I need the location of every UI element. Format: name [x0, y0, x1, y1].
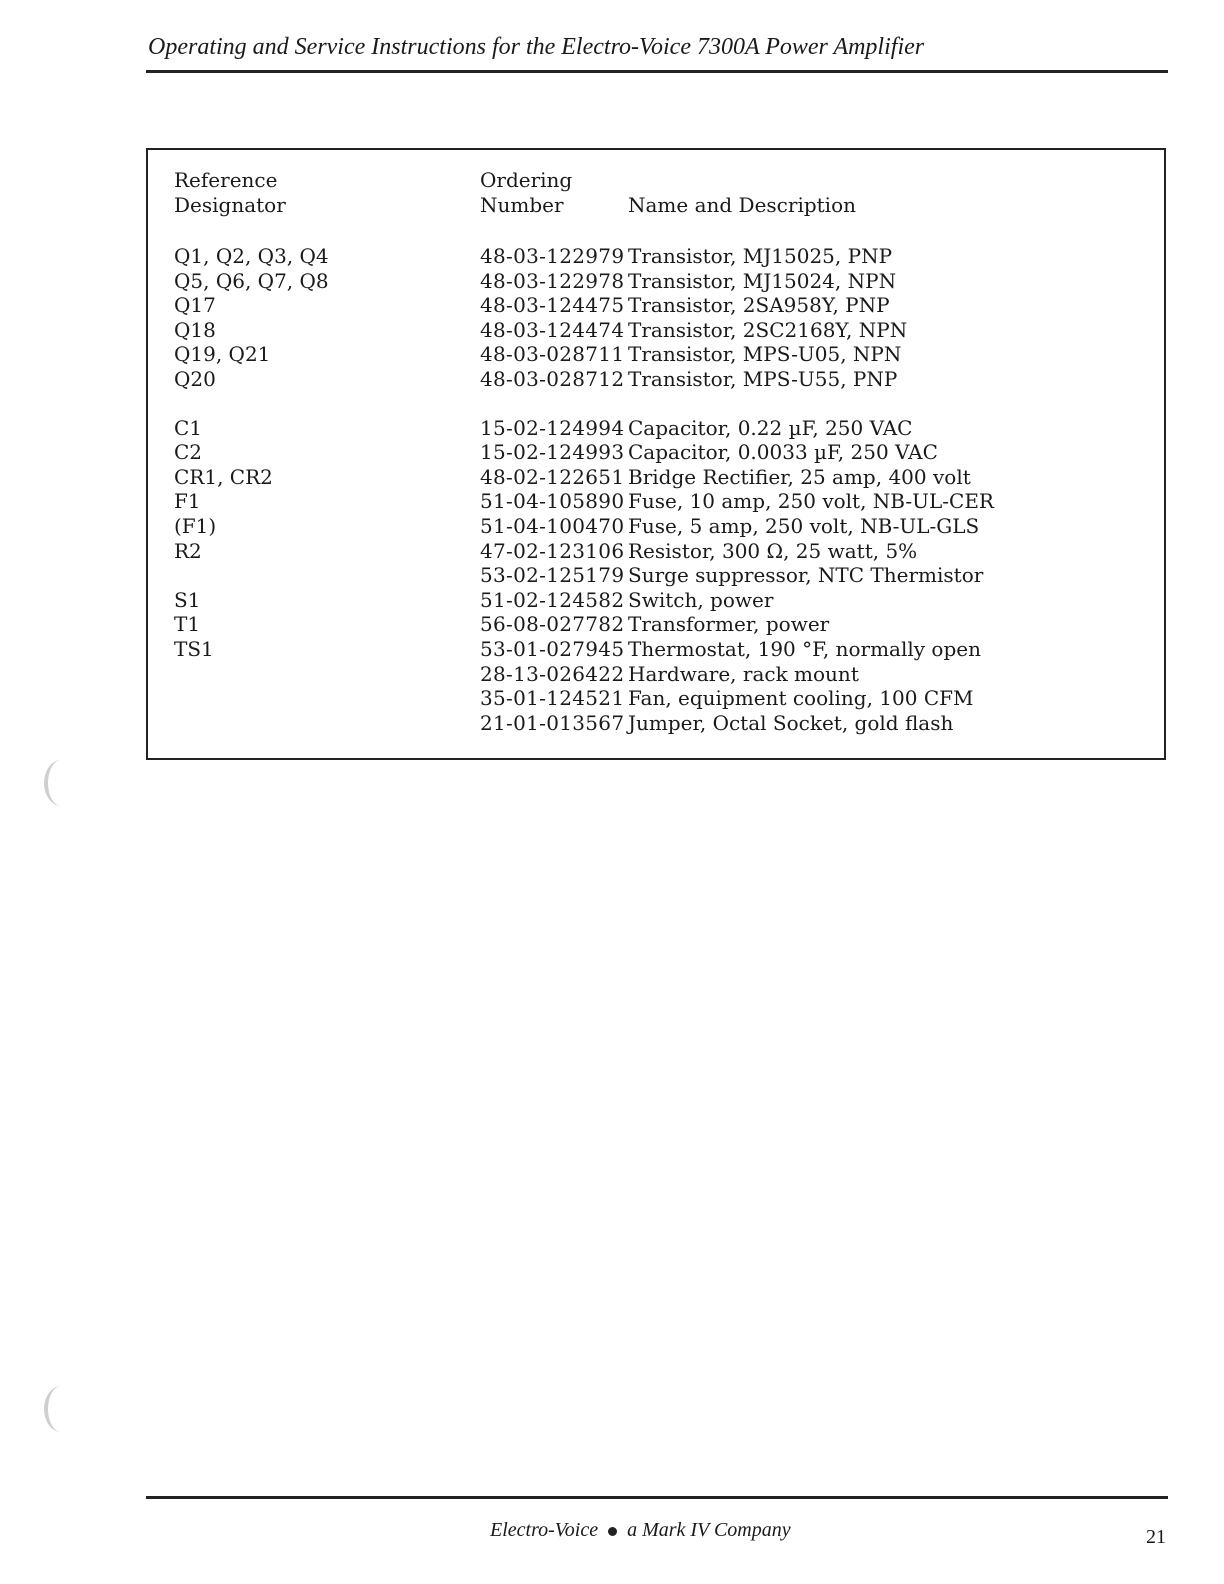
table-row: [148, 662, 1164, 687]
ordering-number: 28-13-026422: [480, 661, 625, 686]
table-row: [148, 293, 1164, 318]
ordering-number: 35-01-124521: [480, 686, 625, 711]
reference-designator: (F1): [174, 513, 217, 538]
table-row: [148, 440, 1164, 465]
part-description: Resistor, 300 Ω, 25 watt, 5%: [628, 538, 918, 563]
table-row: [148, 465, 1164, 490]
binder-hole-bottom: [44, 1386, 78, 1432]
part-description: Hardware, rack mount: [628, 661, 859, 686]
reference-designator: S1: [174, 587, 201, 612]
ordering-number: 48-03-122979: [480, 244, 625, 268]
table-row: [148, 686, 1164, 711]
parts-list-table: [146, 148, 1166, 760]
part-description: Transistor, MJ15025, PNP: [628, 244, 893, 268]
ordering-number: 51-02-124582: [480, 587, 625, 612]
part-description: Fuse, 5 amp, 250 volt, NB-UL-GLS: [628, 513, 980, 538]
column-header-ordering: Ordering Number: [480, 168, 573, 217]
group-spacer: [148, 392, 1164, 416]
ordering-number: 53-02-125179: [480, 563, 625, 588]
part-description: Transistor, 2SA958Y, PNP: [628, 293, 890, 318]
reference-designator: Q19, Q21: [174, 342, 271, 367]
table-row: [148, 244, 1164, 269]
ordering-number: 56-08-027782: [480, 612, 625, 637]
reference-designator: Q1, Q2, Q3, Q4: [174, 244, 329, 268]
ordering-number: 48-03-028712: [480, 366, 625, 391]
part-description: Fuse, 10 amp, 250 volt, NB-UL-CER: [628, 489, 994, 514]
part-description: Jumper, Octal Socket, gold flash: [628, 710, 954, 735]
ordering-number: 47-02-123106: [480, 538, 625, 563]
reference-designator: Q5, Q6, Q7, Q8: [174, 268, 329, 293]
ordering-number: 48-03-122978: [480, 268, 625, 293]
reference-designator: C1: [174, 415, 203, 440]
part-description: Transistor, 2SC2168Y, NPN: [628, 317, 908, 342]
table-row: [148, 416, 1164, 441]
part-description: Transistor, MPS-U05, NPN: [628, 342, 902, 367]
part-description: Transistor, MPS-U55, PNP: [628, 366, 898, 391]
ordering-number: 48-03-124475: [480, 293, 625, 318]
part-description: Capacitor, 0.0033 µF, 250 VAC: [628, 440, 938, 465]
table-row: [148, 342, 1164, 367]
table-row: [148, 514, 1164, 539]
part-description: Surge suppressor, NTC Thermistor: [628, 563, 984, 588]
table-row: [148, 711, 1164, 736]
reference-designator: TS1: [174, 636, 214, 661]
column-header-reference: Reference Designator: [174, 168, 286, 217]
reference-designator: T1: [174, 612, 201, 637]
page-header-title: Operating and Service Instructions for the Electro-Voice 7300A Power Amplifier: [148, 34, 925, 60]
bullet-icon: [608, 1527, 617, 1536]
part-description: Thermostat, 190 °F, normally open: [628, 636, 981, 661]
part-description: Bridge Rectifier, 25 amp, 400 volt: [628, 464, 971, 489]
ordering-number: 48-03-124474: [480, 317, 625, 342]
ordering-number: 15-02-124993: [480, 440, 625, 465]
footer-rule: [146, 1496, 1168, 1499]
ordering-number: 51-04-100470: [480, 513, 625, 538]
table-row: [148, 612, 1164, 637]
reference-designator: R2: [174, 538, 202, 563]
ordering-number: 48-03-028711: [480, 342, 625, 367]
column-header-description: Name and Description: [628, 193, 856, 217]
ordering-number: 51-04-105890: [480, 489, 625, 514]
reference-designator: Q17: [174, 293, 216, 318]
part-description: Transformer, power: [628, 612, 830, 637]
part-description: Transistor, MJ15024, NPN: [628, 268, 897, 293]
reference-designator: Q20: [174, 366, 216, 391]
table-row: [148, 367, 1164, 392]
ordering-number: 15-02-124994: [480, 415, 625, 440]
ordering-number: 48-02-122651: [480, 464, 625, 489]
footer-company-parent: a Mark IV Company: [627, 1519, 791, 1541]
part-description: Fan, equipment cooling, 100 CFM: [628, 686, 974, 711]
ordering-number: 53-01-027945: [480, 636, 625, 661]
reference-designator: CR1, CR2: [174, 464, 273, 489]
table-row: [148, 539, 1164, 564]
part-description: Switch, power: [628, 587, 774, 612]
table-row: [148, 563, 1164, 588]
ordering-number: 21-01-013567: [480, 710, 625, 735]
header-rule: [146, 70, 1168, 73]
table-row: [148, 489, 1164, 514]
table-row: [148, 637, 1164, 662]
parts-rows: [148, 244, 1164, 735]
reference-designator: C2: [174, 440, 203, 465]
footer-company-name: Electro-Voice: [490, 1519, 599, 1541]
reference-designator: F1: [174, 489, 201, 514]
page-number: 21: [1146, 1526, 1166, 1548]
table-row: [148, 318, 1164, 343]
footer-company: [490, 1519, 791, 1542]
binder-hole-top: [44, 760, 78, 806]
table-row: [148, 269, 1164, 294]
part-description: Capacitor, 0.22 µF, 250 VAC: [628, 415, 913, 440]
table-row: [148, 588, 1164, 613]
reference-designator: Q18: [174, 317, 216, 342]
